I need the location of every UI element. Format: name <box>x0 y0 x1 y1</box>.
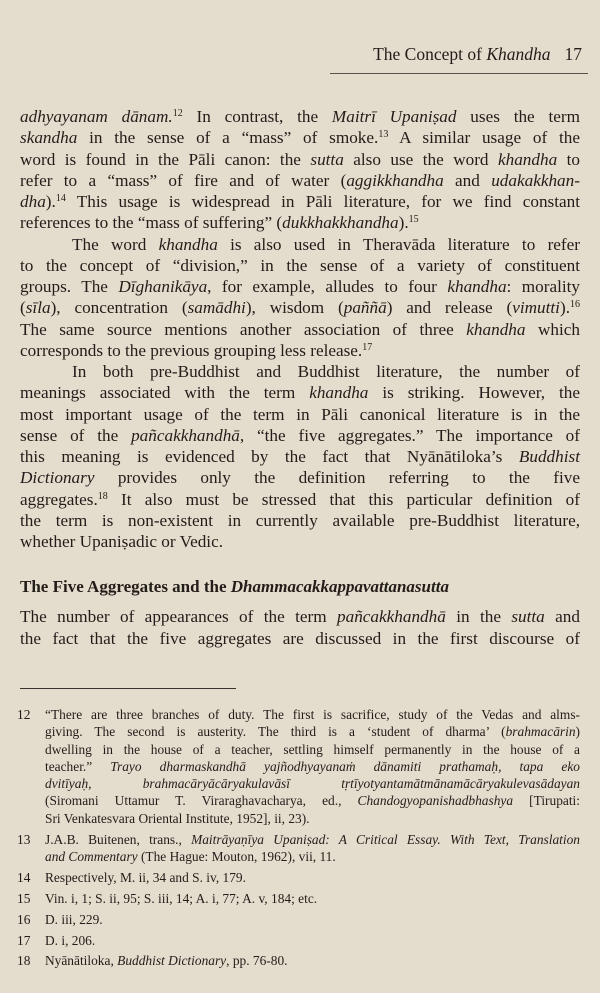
footnote-ref: 12 <box>172 108 183 119</box>
text-run: Sri Venkatesvara Oriental Institute, 1952], ii, 23). <box>45 810 310 826</box>
text-run: this meaning is evidenced by the fact that Nyānātiloka’s <box>20 447 519 466</box>
text-run: corresponds to the previous grouping less release. <box>20 340 363 360</box>
italic-text: khandha <box>466 319 526 339</box>
text-run: In contrast, the <box>182 107 332 126</box>
footnotes <box>17 706 580 973</box>
italic-text: khandha <box>447 277 507 296</box>
italic-text: skandha <box>20 128 78 148</box>
text-run: (Siromani Uttamur T. Viraraghavacharya, ed., <box>45 793 358 809</box>
text-line <box>20 467 580 488</box>
text-run: A similar usage of the <box>388 128 580 148</box>
running-header <box>373 44 582 65</box>
text-run: word is found in the Pāli canon: the <box>20 149 311 169</box>
italic-text: Maitrī Upaniṣad <box>331 107 457 126</box>
text-run: to <box>557 149 580 169</box>
italic-text: sīla <box>25 298 51 318</box>
text-line <box>20 382 580 403</box>
italic-text: udakakkhan- <box>491 170 580 190</box>
text-run: whether Upaniṣadic or Vedic. <box>20 532 224 551</box>
italic-text: Buddhist Dictionary <box>117 953 227 969</box>
text-run: The word <box>72 234 159 254</box>
italic-text: pañcakkhandhā <box>337 607 446 626</box>
footnote-line <box>45 848 580 865</box>
text-run: The number of appearances of the term <box>20 607 337 626</box>
italic-text: sutta <box>310 149 344 169</box>
text-run: sense of the <box>20 425 132 445</box>
footnote-line <box>45 890 580 907</box>
text-line <box>20 212 580 233</box>
body-text <box>20 106 580 552</box>
footnote-ref: 13 <box>378 129 389 141</box>
footnote-number: 12 <box>17 707 31 722</box>
text-run: ( <box>20 298 26 318</box>
footnote-line <box>45 831 580 848</box>
footnote-ref: 15 <box>408 214 419 226</box>
text-line <box>20 361 580 382</box>
text-line <box>20 276 580 297</box>
text-run: : morality <box>506 277 580 296</box>
footnote-line <box>45 706 580 723</box>
text-run: The same source mentions another association of three <box>20 319 467 339</box>
text-run: ), concentration ( <box>50 298 188 318</box>
footnote <box>17 869 580 886</box>
text-run: Nyānātiloka, <box>45 953 118 969</box>
text-run: dwelling in the house of a teacher, settling himself permanently in the house of a <box>45 741 580 757</box>
section-heading <box>20 577 449 597</box>
text-run: uses the term <box>456 107 580 126</box>
text-line <box>20 170 580 191</box>
text-run: This usage is widespread in Pāli literature, for we find constant <box>65 192 580 211</box>
text-run: and <box>443 170 492 190</box>
italic-text: and Commentary <box>45 848 138 864</box>
footnote-ref: 14 <box>55 193 66 204</box>
text-run: , for example, alludes to four <box>207 277 448 296</box>
italic-text: Dīghanikāya <box>118 277 208 296</box>
text-run: [Tirupati: <box>513 793 580 809</box>
text-run: is also used in Theravāda literature to refer <box>217 234 581 254</box>
italic-text: Buddhist <box>518 447 580 466</box>
footnote <box>17 911 580 928</box>
text-line <box>20 489 580 510</box>
footnote-ref: 17 <box>362 341 373 353</box>
text-run: giving. The second is austerity. The third is a ‘student of dharma’ ( <box>45 724 506 740</box>
text-run: ). <box>398 213 409 233</box>
footnote-line <box>45 775 580 792</box>
text-run: ) <box>575 724 580 740</box>
text-run: the fact that the five aggregates are discussed in the first discourse of <box>20 629 580 648</box>
text-run: teacher.” <box>45 758 111 774</box>
text-run: (The Hague: Mouton, 1962), vii, 11. <box>137 848 336 864</box>
text-line <box>20 628 580 650</box>
italic-text: Maitrāyaṇīya Upaniṣad: A Critical Essay. With Text, Translation <box>191 831 580 847</box>
italic-text: khandha <box>309 383 369 403</box>
footnote-ref: 16 <box>570 299 580 311</box>
footnote <box>17 706 580 827</box>
text-line <box>20 297 580 318</box>
text-run: meanings associated with the term <box>20 383 310 403</box>
text-line <box>20 234 580 255</box>
text-run: also use the word <box>343 149 498 169</box>
italic-text: pañcakkhandhā <box>131 425 240 445</box>
text-run: J.A.B. Buitenen, trans., <box>45 831 192 847</box>
footnote-ref: 18 <box>97 490 108 502</box>
footnote-number: 16 <box>17 911 31 927</box>
text-run: in the sense of a “mass” of smoke. <box>77 128 379 148</box>
italic-text: khandha <box>158 234 218 254</box>
text-line <box>20 255 580 276</box>
text-line <box>20 404 580 425</box>
text-run: the term is non-existent in currently available pre-Buddhist literature, <box>20 510 580 530</box>
text-run: In both pre-Buddhist and Buddhist literature, the number of <box>72 362 580 381</box>
italic-text: brahmacārin <box>505 724 576 740</box>
footnote-line <box>45 810 580 827</box>
footnote-line <box>45 869 580 886</box>
text-run: It also must be stressed that this particular definition of <box>107 489 580 509</box>
body-text-continued <box>20 606 580 650</box>
text-run: Respectively, M. ii, 34 and S. iv, 179. <box>45 869 246 885</box>
italic-text: dha <box>20 192 46 211</box>
text-run: aggregates. <box>20 489 98 509</box>
italic-text: sutta <box>511 607 545 626</box>
text-line <box>20 127 580 148</box>
footnote-number: 17 <box>17 932 31 948</box>
header-title: The Concept of <box>373 44 487 64</box>
header-rule <box>330 73 588 74</box>
text-run: in the <box>445 607 512 626</box>
text-run: D. iii, 229. <box>45 911 103 927</box>
italic-text: Trayo dharmaskandhā yajñodhyayanaṁ dānamiti prathamaḥ, tapa eko <box>110 758 580 774</box>
footnote-line <box>45 758 580 775</box>
italic-text: Dictionary <box>20 468 95 488</box>
text-run: ), wisdom ( <box>245 298 344 318</box>
page-number: 17 <box>564 44 582 64</box>
text-run: provides only the definition referring to the five <box>94 468 580 488</box>
text-run: to the concept of “division,” in the sense of a variety of constituent <box>20 255 580 275</box>
italic-text: vimutti <box>512 298 560 318</box>
text-run: D. i, 206. <box>45 932 96 948</box>
text-run: most important usage of the term in Pāli canonical literature is in the <box>20 404 580 424</box>
header-title-italic: Khandha <box>486 44 551 64</box>
footnote <box>17 831 580 866</box>
text-run: ). <box>45 192 56 211</box>
footnote-line <box>45 911 580 928</box>
text-line <box>20 425 580 446</box>
text-run: refer to a “mass” of fire and of water ( <box>20 170 347 190</box>
footnote <box>17 932 580 949</box>
text-run: , “the five aggregates.” The importance of <box>239 425 581 445</box>
footnote-line <box>45 952 580 969</box>
footnote-number: 18 <box>17 953 31 969</box>
footnote-number: 15 <box>17 890 31 906</box>
text-line <box>20 149 580 170</box>
italic-text: dukkhakkhandha <box>282 213 399 233</box>
text-run: The Five Aggregates and the <box>20 577 231 596</box>
footnote-line <box>45 792 580 809</box>
italic-text: khandha <box>497 149 558 169</box>
text-line <box>20 606 580 628</box>
text-run: , pp. 76-80. <box>226 953 288 969</box>
text-run: ). <box>559 298 570 318</box>
italic-text: samādhi <box>187 298 246 318</box>
text-line <box>20 340 580 361</box>
italic-text: adhyayanam dānam. <box>20 107 173 126</box>
text-line <box>20 319 580 340</box>
footnote-number: 13 <box>17 831 31 847</box>
text-line <box>20 510 580 531</box>
text-run: ) and release ( <box>386 298 513 318</box>
text-run: and <box>544 607 580 626</box>
text-line <box>20 446 580 467</box>
text-line <box>20 191 580 212</box>
text-run: “There are three branches of duty. The first is sacrifice, study of the Vedas and alms- <box>45 707 580 722</box>
footnote-line <box>45 723 580 740</box>
footnote <box>17 890 580 907</box>
italic-text: paññā <box>343 298 387 318</box>
footnote-rule <box>20 688 236 689</box>
text-run: is striking. However, the <box>368 383 580 403</box>
text-run: which <box>525 319 580 339</box>
footnote <box>17 952 580 969</box>
footnote-number: 14 <box>17 869 31 885</box>
footnote-line <box>45 932 580 949</box>
text-line <box>20 106 580 127</box>
italic-text: aggikkhandha <box>346 170 444 190</box>
italic-text: Dhammacakkappavattanasutta <box>230 577 449 596</box>
italic-text: dvitīyaḥ, brahmacāryācāryakulavāsī tṛtīyotyantamātmānamācāryakulevasādayan <box>45 776 580 792</box>
text-line <box>20 531 580 552</box>
text-run: groups. The <box>20 277 119 296</box>
text-run: Vin. i, 1; S. ii, 95; S. iii, 14; A. i, 77; A. v, 184; etc. <box>45 890 318 906</box>
italic-text: Chandogyopanishadbhashya <box>357 793 514 809</box>
footnote-line <box>45 741 580 758</box>
text-run: references to the “mass of suffering” ( <box>20 213 283 233</box>
